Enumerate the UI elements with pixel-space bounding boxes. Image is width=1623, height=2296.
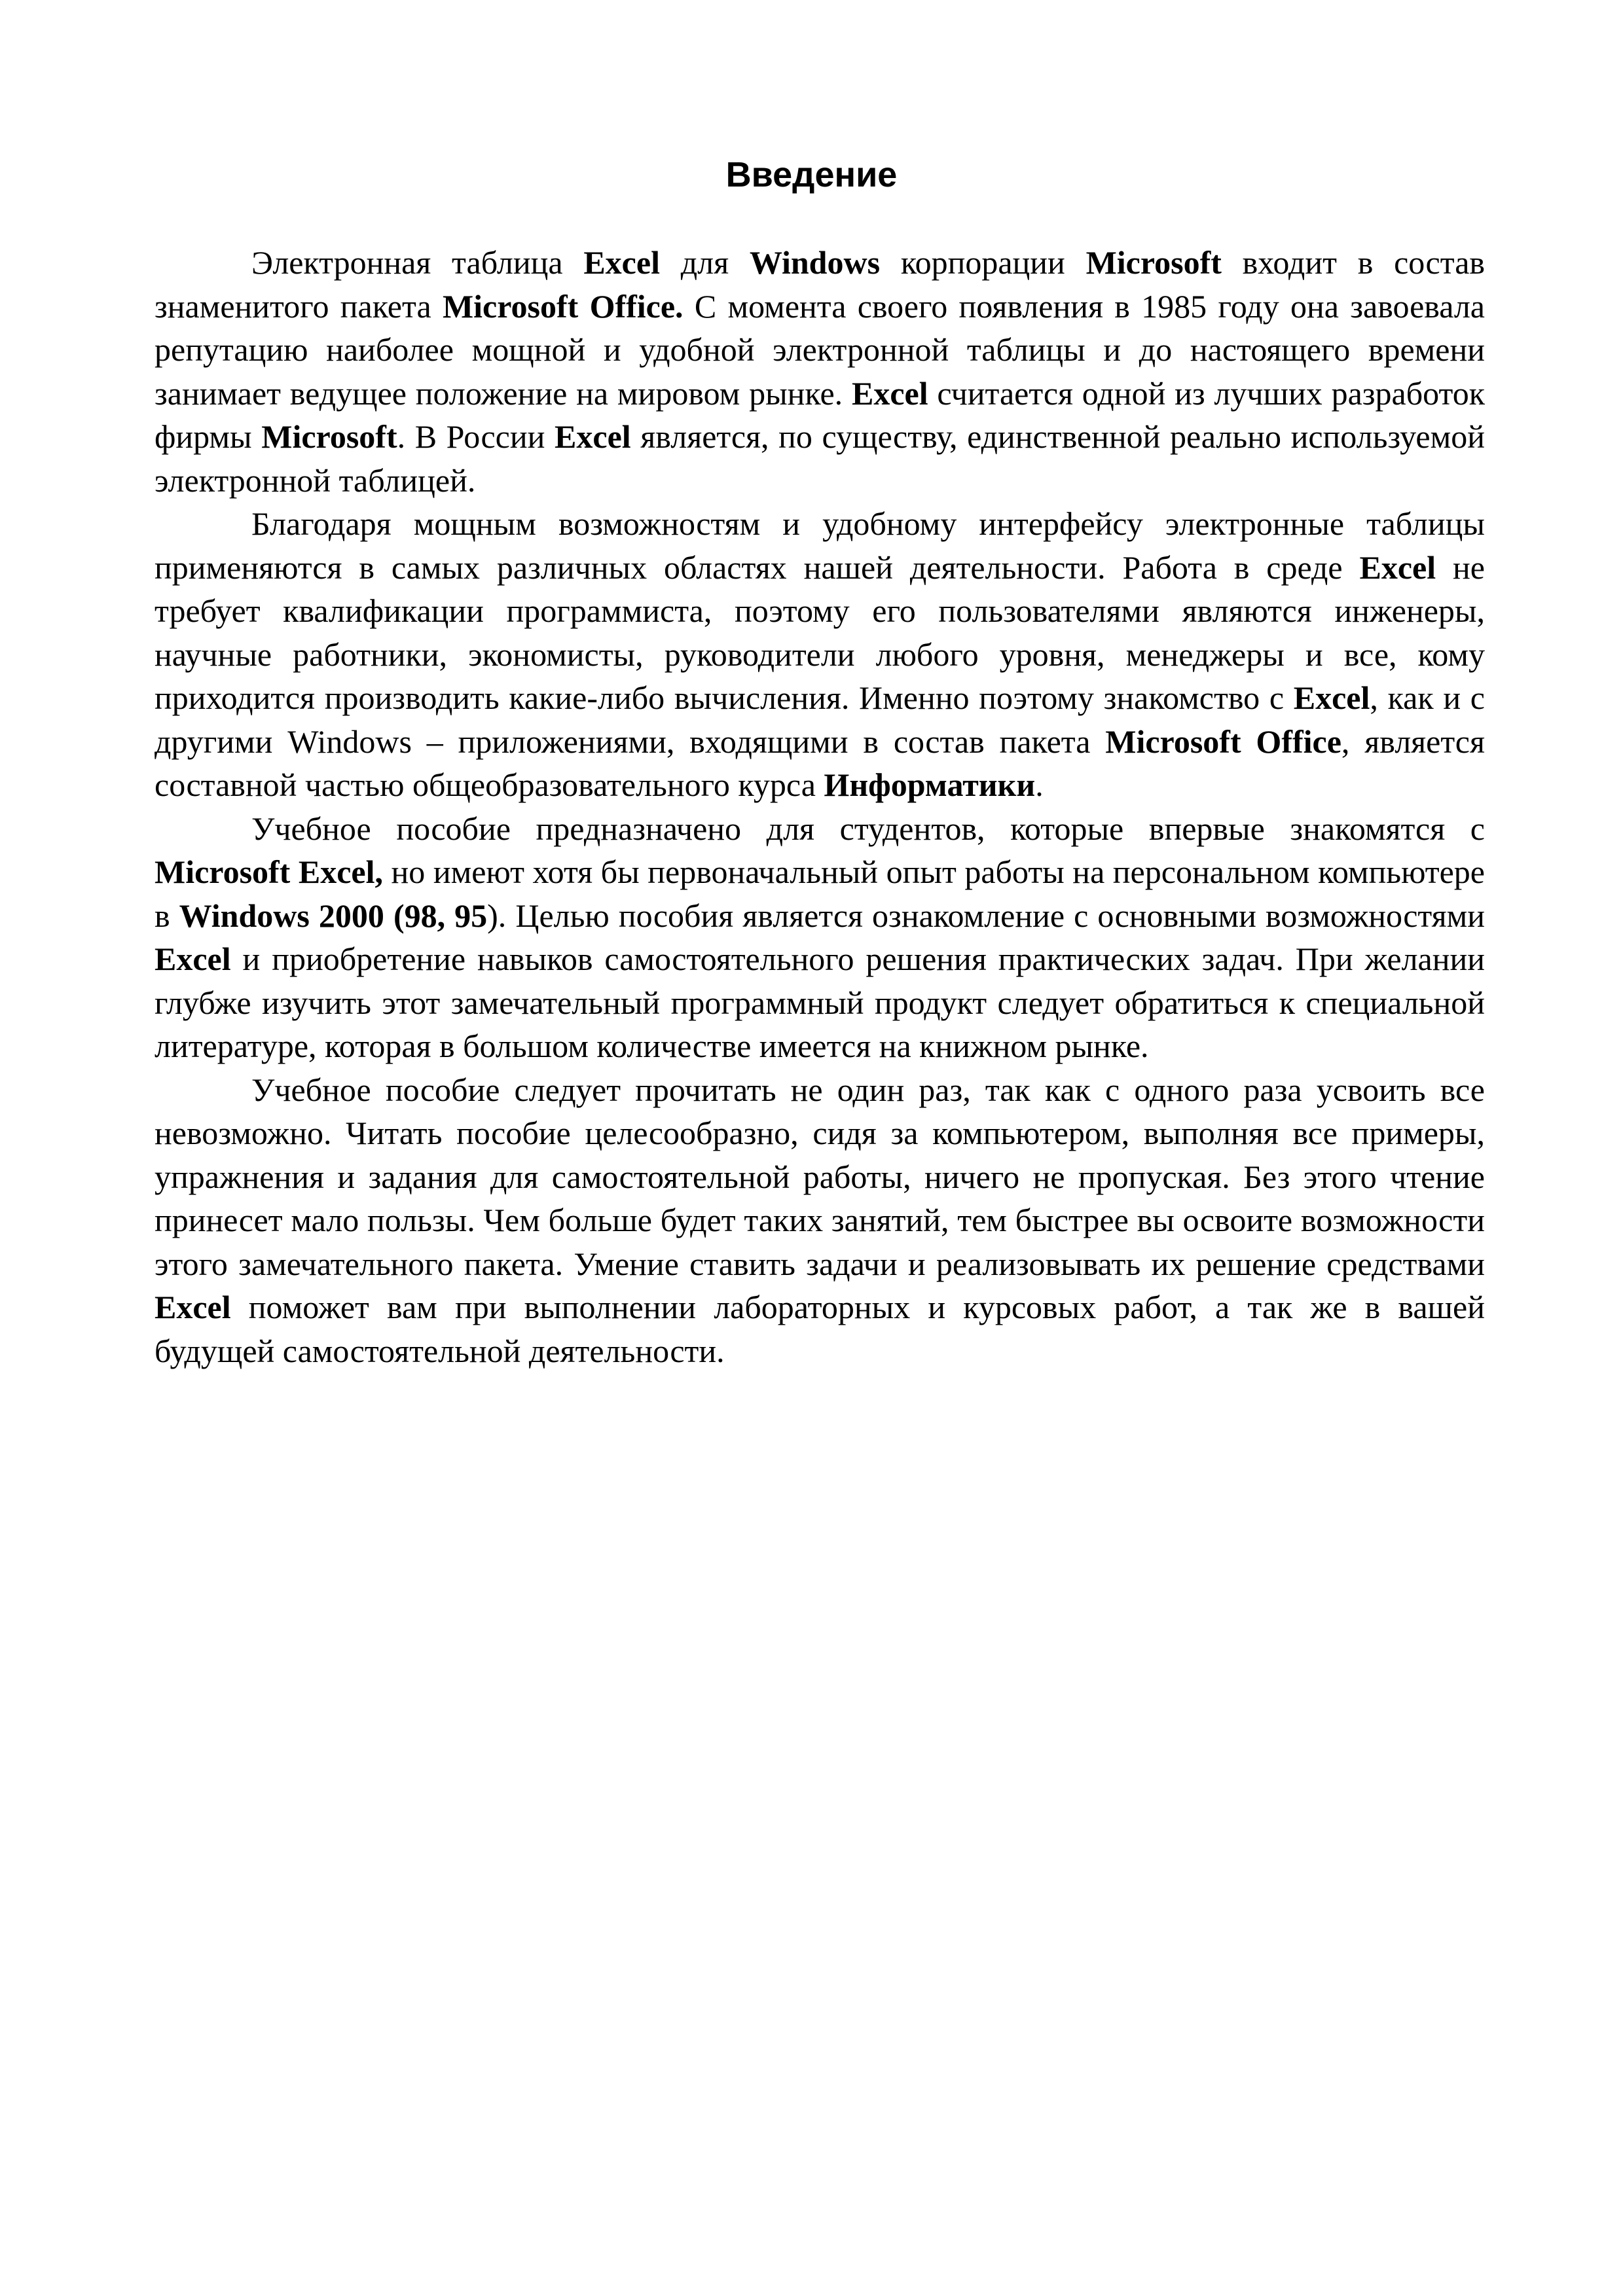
bold-text-run: Excel bbox=[851, 374, 928, 412]
text-run: , является составной частью общеобразовательного курса bbox=[155, 723, 1485, 803]
paragraph bbox=[155, 241, 1485, 502]
text-run: Учебное пособие следует прочитать не один раз, так как с одного раза усвоить все невозможно. Читать пособие целесообразно, сидя за компьютером, выполняя все примеры, упражнения и задания для самостоятельной работы, ничего не пропуская. Без этого чтение принесет мало пользы. Чем больше будет таких занятий, тем быстрее вы освоите возможности этого замечательного пакета. Умение ставить задачи и реализовывать их решение средствами bbox=[155, 1071, 1485, 1282]
bold-text-run: Excel bbox=[555, 418, 631, 455]
bold-text-run: Excel bbox=[1293, 679, 1370, 716]
bold-text-run: Windows 2000 (98, 95 bbox=[179, 897, 488, 934]
text-run: для bbox=[659, 244, 750, 281]
text-run: корпорации bbox=[880, 244, 1086, 281]
text-run: и приобретение навыков самостоятельного решения практических задач. При желании глубже изучить этот замечательный программный продукт следует обратиться к специальной литературе, которая в большом количестве имеется на книжном рынке. bbox=[155, 941, 1485, 1064]
bold-text-run: Excel bbox=[155, 1289, 231, 1325]
bold-text-run: Информатики bbox=[824, 766, 1036, 803]
bold-text-run: Microsoft Excel, bbox=[155, 853, 383, 890]
text-run: входит в состав знаменитого пакета bbox=[155, 244, 1486, 325]
text-run: считается одной из лучших разработок фирмы bbox=[155, 374, 1485, 455]
bold-text-run: Microsoft Office bbox=[1105, 723, 1341, 760]
text-run: поможет вам при выполнении лабораторных и курсовых работ, а так же в вашей будущей самостоятельной деятельности. bbox=[155, 1289, 1485, 1369]
bold-text-run: Microsoft bbox=[261, 418, 397, 455]
text-run: ). Целью пособия является ознакомление с основными возможностями bbox=[487, 897, 1485, 934]
bold-text-run: Microsoft Office. bbox=[442, 287, 684, 325]
paragraph bbox=[155, 1068, 1485, 1373]
text-run: но имеют хотя бы первоначальный опыт работы на персональном компьютере в bbox=[155, 853, 1486, 934]
text-run: . bbox=[1035, 766, 1044, 803]
bold-text-run: Microsoft bbox=[1085, 244, 1222, 281]
text-run: Благодаря мощным возможностям и удобному интерфейсу электронные таблицы применяются в самых различных областях нашей деятельности. Работа в среде bbox=[155, 505, 1485, 586]
paragraph bbox=[155, 502, 1485, 807]
bold-text-run: Excel bbox=[155, 941, 231, 977]
page-title: Введение bbox=[725, 155, 898, 194]
body-text bbox=[155, 241, 1485, 1372]
text-run: не требует квалификации программиста, поэтому его пользователями являются инженеры, научные работники, экономисты, руководители любого уровня, менеджеры и все, кому приходится производить какие-либо вычисления. Именно поэтому знакомство с bbox=[155, 548, 1485, 716]
text-run: Электронная таблица bbox=[251, 244, 584, 281]
text-run: , как и с другими Windows – приложениями, входящими в состав пакета bbox=[155, 679, 1485, 760]
bold-text-run: Excel bbox=[1359, 548, 1436, 586]
text-run: . В России bbox=[397, 418, 555, 455]
bold-text-run: Windows bbox=[749, 244, 881, 281]
text-run: является, по существу, единственной реально используемой электронной таблицей. bbox=[155, 418, 1486, 499]
text-run: С момента своего появления в 1985 году она завоевала репутацию наиболее мощной и удобной электронной таблицы и до настоящего времени занимает ведущее положение на мировом рынке. bbox=[155, 287, 1485, 412]
text-run: Учебное пособие предназначено для студентов, которые впервые знакомятся с bbox=[251, 810, 1485, 847]
paragraph bbox=[155, 807, 1485, 1068]
bold-text-run: Excel bbox=[583, 244, 660, 281]
